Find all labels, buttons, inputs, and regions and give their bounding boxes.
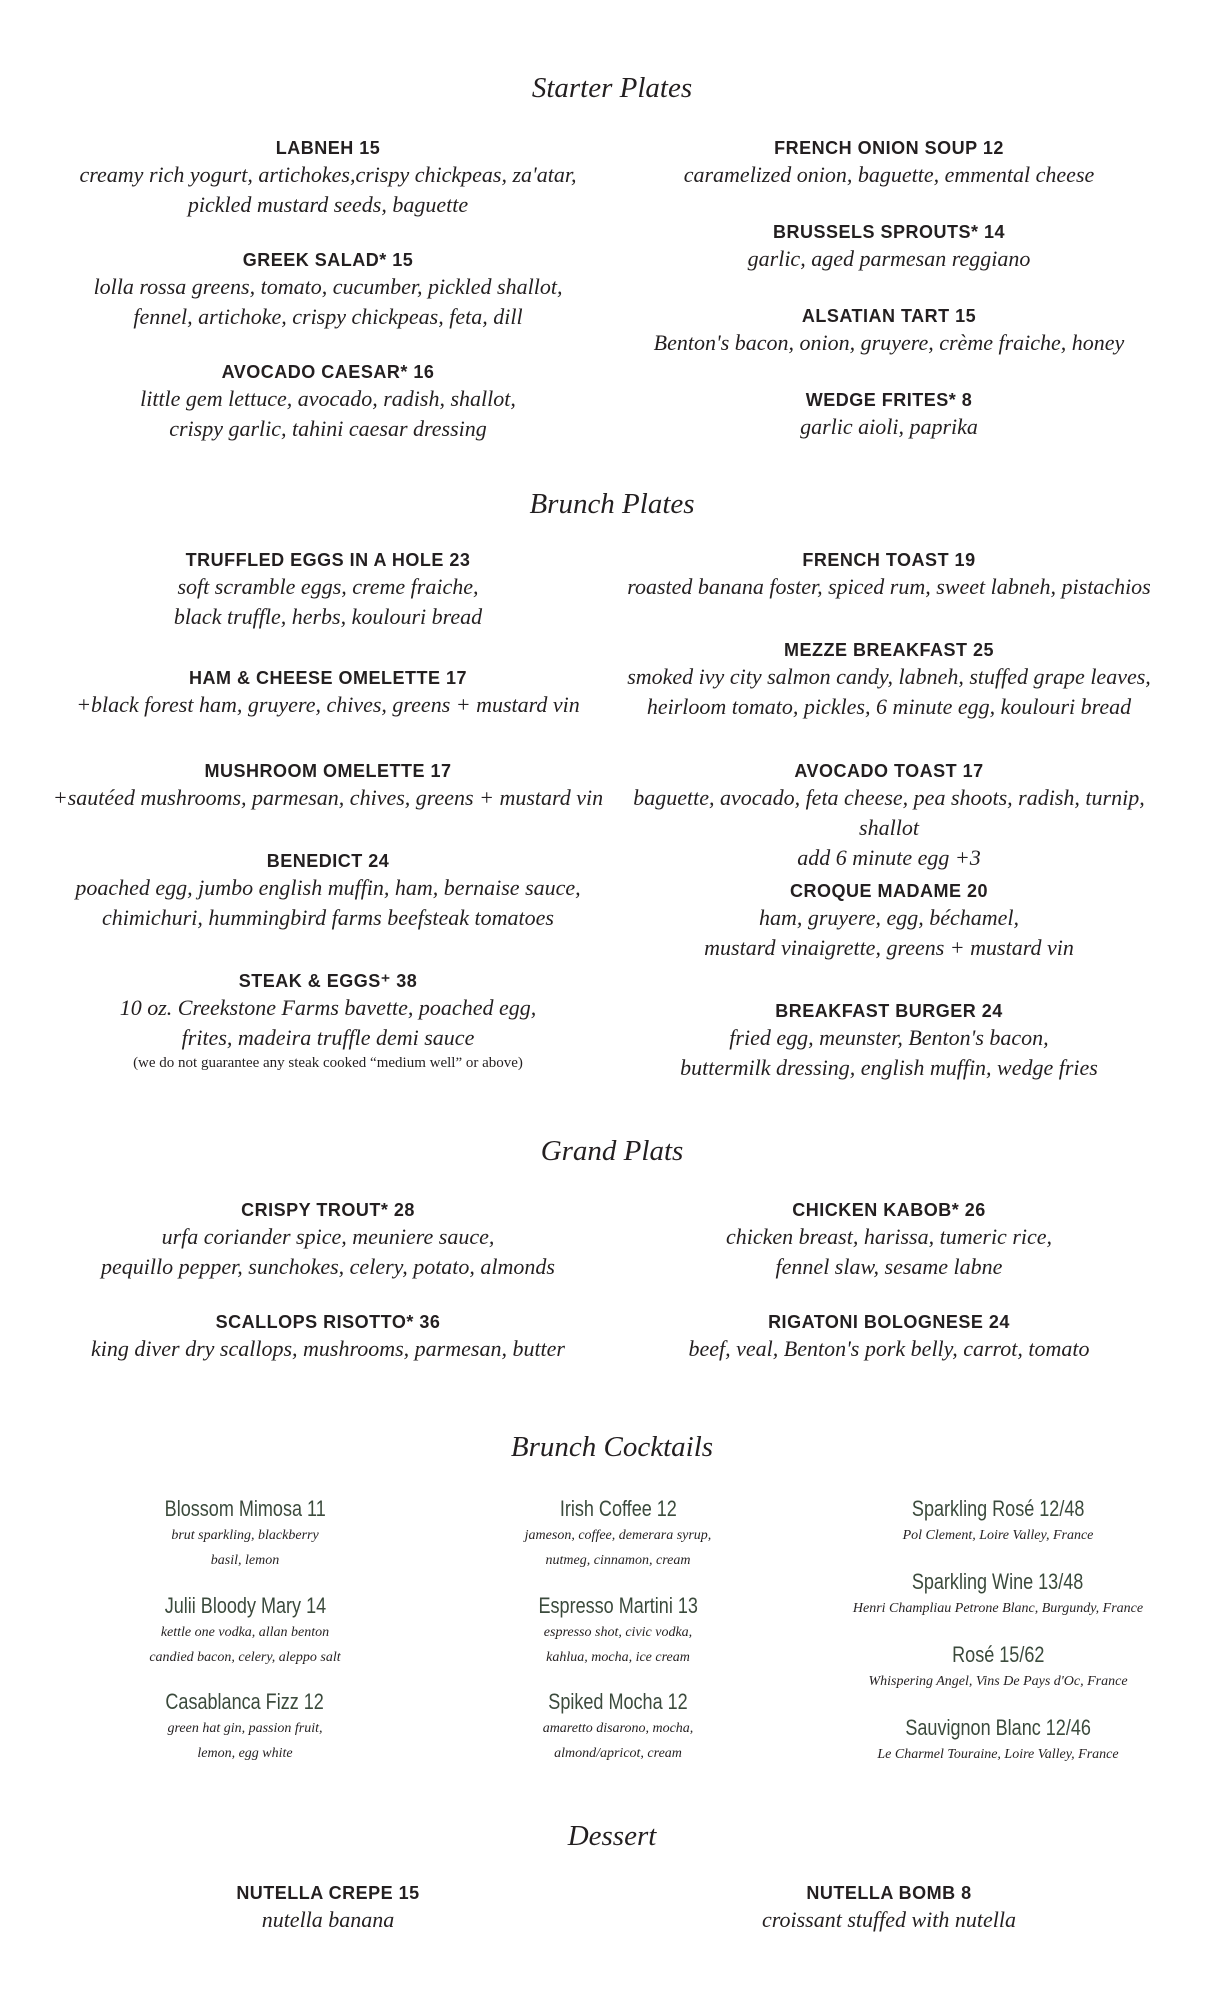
menu-item-name-row: [609, 759, 1169, 783]
section-heading-dessert: Dessert: [567, 1820, 657, 1852]
menu-item-name-row: [609, 1198, 1169, 1222]
menu-item-name-row: [609, 1310, 1169, 1334]
menu-item: [609, 999, 1169, 1083]
menu-item-description: poached egg, jumbo english muffin, ham, bernaise sauce,: [75, 875, 581, 900]
menu-item-name-row: [609, 136, 1169, 160]
menu-item: [48, 548, 608, 632]
menu-item-description: candied bacon, celery, aleppo salt: [149, 1650, 341, 1665]
menu-item-description: Benton's bacon, onion, gruyere, crème fraiche, honey: [653, 330, 1125, 355]
menu-item: [48, 849, 608, 933]
menu-item-name: SCALLOPS RISOTTO* 36: [215, 1312, 441, 1332]
menu-item: [408, 1592, 828, 1670]
menu-item-description: fennel, artichoke, crispy chickpeas, feta, dill: [133, 304, 523, 329]
menu-item-name: FRENCH TOAST 19: [802, 550, 976, 570]
section-heading-brunch: Brunch Plates: [529, 488, 695, 520]
menu-item-description: creamy rich yogurt, artichokes,crispy chickpeas, za'atar,: [79, 162, 577, 187]
menu-item-description: amaretto disarono, mocha,: [542, 1721, 694, 1736]
menu-item: [48, 969, 608, 1073]
menu-item-description: Whispering Angel, Vins De Pays d'Oc, France: [868, 1674, 1128, 1689]
menu-item-name-row: [788, 1568, 1208, 1596]
menu-item-name: BENEDICT 24: [266, 851, 390, 871]
menu-item-description: frites, madeira truffle demi sauce: [181, 1025, 475, 1050]
menu-item-description: soft scramble eggs, creme fraiche,: [177, 574, 479, 599]
menu-item-name-row: [788, 1641, 1208, 1669]
menu-item: [35, 1495, 455, 1573]
menu-item-description: Pol Clement, Loire Valley, France: [902, 1528, 1094, 1543]
menu-item-description: ham, gruyere, egg, béchamel,: [758, 905, 1020, 930]
menu-item-description: garlic aioli, paprika: [800, 414, 978, 439]
menu-item-description: heirloom tomato, pickles, 6 minute egg, koulouri bread: [646, 694, 1132, 719]
menu-item: [48, 136, 608, 220]
menu-item: [609, 548, 1169, 602]
menu-item-description: nutella banana: [261, 1907, 395, 1932]
menu-item: [48, 759, 608, 813]
menu-item-description: chicken breast, harissa, tumeric rice,: [725, 1224, 1053, 1249]
menu-item: [609, 638, 1169, 722]
menu-item: [609, 304, 1169, 358]
menu-item-name: BREAKFAST BURGER 24: [775, 1001, 1003, 1021]
menu-item-name-row: [48, 1881, 608, 1905]
menu-item-name: Julii Bloody Mary 14: [164, 1593, 326, 1618]
menu-item-name-row: [48, 849, 608, 873]
menu-item-name-row: [609, 220, 1169, 244]
menu-item-name: CHICKEN KABOB* 26: [792, 1200, 986, 1220]
section-heading-grand: Grand Plats: [540, 1135, 684, 1167]
menu-item-description: brut sparkling, blackberry: [171, 1528, 319, 1543]
menu-item-description: pequillo pepper, sunchokes, celery, potato, almonds: [101, 1254, 555, 1279]
menu-item-name-row: [48, 1198, 608, 1222]
menu-item-name-row: [408, 1592, 828, 1620]
menu-item: [609, 136, 1169, 190]
menu-item: [609, 879, 1169, 963]
menu-item-description: black truffle, herbs, koulouri bread: [173, 604, 483, 629]
menu-item-name-row: [788, 1714, 1208, 1742]
menu-item: [788, 1568, 1208, 1621]
menu-item-description: kettle one vodka, allan benton: [160, 1625, 330, 1640]
menu-item-name: Blossom Mimosa 11: [164, 1496, 326, 1521]
menu-item-description: add 6 minute egg +3: [797, 845, 981, 870]
menu-item-description: little gem lettuce, avocado, radish, shallot,: [140, 386, 516, 411]
menu-item-name-row: [35, 1688, 455, 1716]
menu-item-name: Sparkling Wine 13/48: [912, 1569, 1084, 1594]
menu-item-name: FRENCH ONION SOUP 12: [774, 138, 1004, 158]
menu-item-name: Irish Coffee 12: [559, 1496, 677, 1521]
menu-item: [788, 1714, 1208, 1767]
menu-item-name: WEDGE FRITES* 8: [805, 390, 973, 410]
menu-item-name-row: [48, 969, 608, 993]
menu-item: [788, 1495, 1208, 1548]
menu-item-name-row: [609, 388, 1169, 412]
menu-item-name: STEAK & EGGS⁺ 38: [238, 971, 418, 991]
menu-item-name: NUTELLA BOMB 8: [806, 1883, 972, 1903]
menu-item-description: king diver dry scallops, mushrooms, parmesan, butter: [91, 1336, 565, 1361]
menu-item-name: Rosé 15/62: [951, 1642, 1045, 1667]
menu-item-description: kahlua, mocha, ice cream: [546, 1650, 690, 1665]
menu-item-name: Espresso Martini 13: [538, 1593, 698, 1618]
menu-item-name-row: [408, 1688, 828, 1716]
menu-item-name: NUTELLA CREPE 15: [236, 1883, 420, 1903]
menu-item-description: chimichuri, hummingbird farms beefsteak tomatoes: [102, 905, 554, 930]
menu-item-name-row: [48, 360, 608, 384]
menu-item-description: baguette, avocado, feta cheese, pea shoots, radish, turnip, shallot: [633, 785, 1145, 840]
menu-item: [48, 1881, 608, 1935]
menu-item-description: nutmeg, cinnamon, cream: [545, 1553, 691, 1568]
menu-item-name-row: [609, 638, 1169, 662]
menu-item-description: 10 oz. Creekstone Farms bavette, poached egg,: [119, 995, 537, 1020]
menu-item-description: espresso shot, civic vodka,: [543, 1625, 693, 1640]
menu-item-description: garlic, aged parmesan reggiano: [747, 246, 1031, 271]
menu-item-description: fennel slaw, sesame labne: [775, 1254, 1003, 1279]
menu-item-name-row: [48, 1310, 608, 1334]
menu-item: [609, 1310, 1169, 1364]
menu-item-description: basil, lemon: [210, 1553, 280, 1568]
menu-item-name: GREEK SALAD* 15: [242, 250, 414, 270]
menu-item-description: +sautéed mushrooms, parmesan, chives, greens + mustard vin: [52, 785, 604, 810]
menu-item-description: +black forest ham, gruyere, chives, greens + mustard vin: [76, 692, 580, 717]
menu-item-name: LABNEH 15: [275, 138, 381, 158]
menu-item: [609, 388, 1169, 442]
menu-item: [408, 1495, 828, 1573]
menu-item-description: jameson, coffee, demerara syrup,: [524, 1528, 712, 1543]
section-heading-starter: Starter Plates: [531, 72, 693, 104]
menu-item-name-row: [35, 1592, 455, 1620]
menu-item-name-row: [48, 759, 608, 783]
menu-item-name: AVOCADO TOAST 17: [794, 761, 984, 781]
menu-item-name: ALSATIAN TART 15: [801, 306, 977, 326]
menu-item: [48, 248, 608, 332]
menu-item-name: Spiked Mocha 12: [548, 1689, 688, 1714]
menu-item-description: Le Charmel Touraine, Loire Valley, France: [877, 1747, 1119, 1762]
menu-item: [48, 1310, 608, 1364]
menu-item: [609, 220, 1169, 274]
menu-item-description: lolla rossa greens, tomato, cucumber, pickled shallot,: [93, 274, 563, 299]
menu-item-description: urfa coriander spice, meuniere sauce,: [161, 1224, 495, 1249]
menu-item-name: CROQUE MADAME 20: [789, 881, 989, 901]
menu-item-name: Sparkling Rosé 12/48: [911, 1496, 1085, 1521]
menu-item-name-row: [609, 548, 1169, 572]
menu-item: [609, 1198, 1169, 1282]
menu-item-name: Casablanca Fizz 12: [165, 1689, 325, 1714]
menu-item: [35, 1592, 455, 1670]
menu-item: [48, 1198, 608, 1282]
menu-item-name: MEZZE BREAKFAST 25: [783, 640, 995, 660]
menu-item-name: TRUFFLED EGGS IN A HOLE 23: [185, 550, 471, 570]
menu-item-name: Sauvignon Blanc 12/46: [905, 1715, 1091, 1740]
menu-item-description: Henri Champliau Petrone Blanc, Burgundy, France: [852, 1601, 1144, 1616]
menu-item-name-row: [609, 999, 1169, 1023]
menu-item-description: crispy garlic, tahini caesar dressing: [169, 416, 487, 441]
menu-item: [35, 1688, 455, 1766]
section-heading-cocktails: Brunch Cocktails: [510, 1431, 714, 1463]
menu-item-name: BRUSSELS SPROUTS* 14: [772, 222, 1006, 242]
menu-item-name-row: [48, 548, 608, 572]
menu-item-name-row: [609, 304, 1169, 328]
menu-item-name-row: [48, 666, 608, 690]
menu-item-description: roasted banana foster, spiced rum, sweet labneh, pistachios: [627, 574, 1151, 599]
menu-item: [48, 360, 608, 444]
menu-item: [609, 759, 1169, 873]
menu-item-description: almond/apricot, cream: [554, 1746, 682, 1761]
menu-item-description: buttermilk dressing, english muffin, wedge fries: [680, 1055, 1098, 1080]
menu-item-description: pickled mustard seeds, baguette: [187, 192, 469, 217]
menu-item-description: mustard vinaigrette, greens + mustard vin: [704, 935, 1074, 960]
menu-item-description: croissant stuffed with nutella: [761, 1907, 1017, 1932]
menu-item-name-row: [609, 1881, 1169, 1905]
menu-item-name-row: [609, 879, 1169, 903]
menu-item-name: HAM & CHEESE OMELETTE 17: [188, 668, 468, 688]
menu-item-description: smoked ivy city salmon candy, labneh, stuffed grape leaves,: [627, 664, 1151, 689]
menu-item-description: beef, veal, Benton's pork belly, carrot, tomato: [688, 1336, 1090, 1361]
menu-item-name: RIGATONI BOLOGNESE 24: [768, 1312, 1010, 1332]
menu-item-name-row: [48, 248, 608, 272]
menu-item: [408, 1688, 828, 1766]
menu-item-name: MUSHROOM OMELETTE 17: [204, 761, 452, 781]
menu-item-name-row: [48, 136, 608, 160]
menu-item: [48, 666, 608, 720]
menu-item-name-row: [788, 1495, 1208, 1523]
menu-item-name: AVOCADO CAESAR* 16: [221, 362, 435, 382]
menu-item: [609, 1881, 1169, 1935]
menu-item-description: green hat gin, passion fruit,: [167, 1721, 323, 1736]
menu-item-name: CRISPY TROUT* 28: [241, 1200, 415, 1220]
menu-item-description: fried egg, meunster, Benton's bacon,: [729, 1025, 1049, 1050]
menu-item-description: caramelized onion, baguette, emmental cheese: [683, 162, 1095, 187]
menu-item-name-row: [408, 1495, 828, 1523]
menu-item-note: (we do not guarantee any steak cooked “medium well” or above): [133, 1055, 523, 1071]
menu-item: [788, 1641, 1208, 1694]
menu-item-name-row: [35, 1495, 455, 1523]
menu-item-description: lemon, egg white: [197, 1746, 293, 1761]
